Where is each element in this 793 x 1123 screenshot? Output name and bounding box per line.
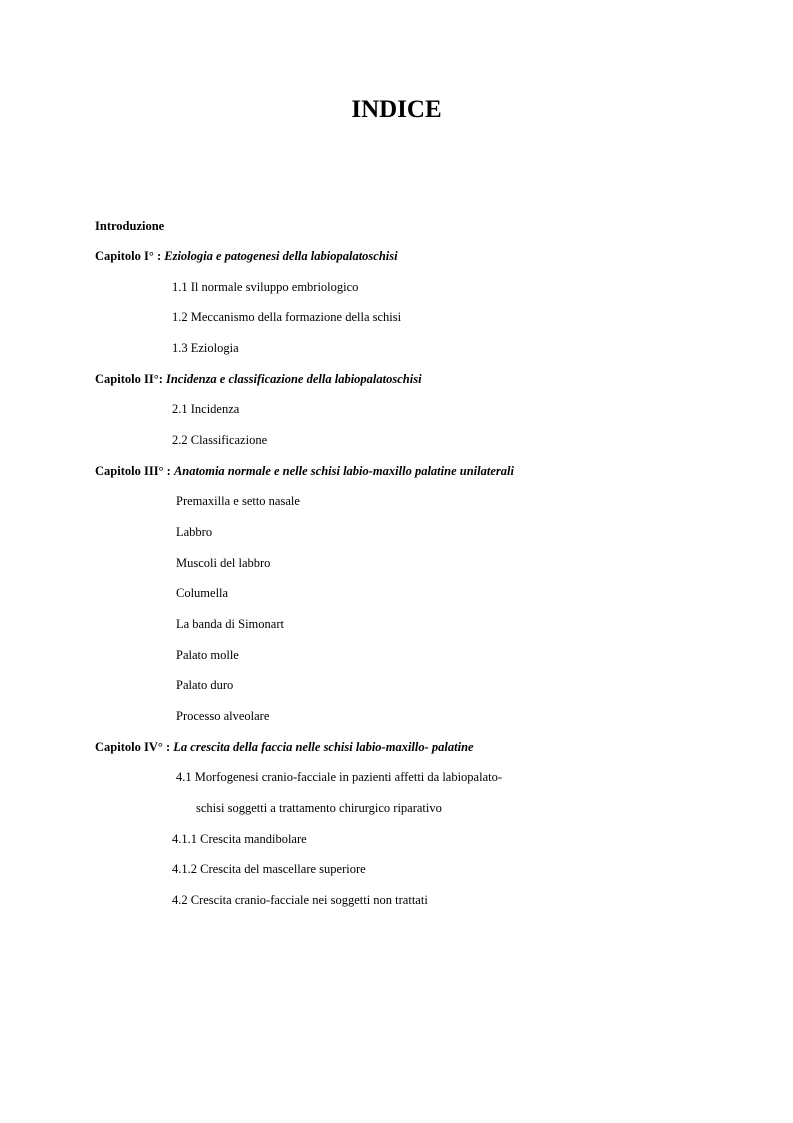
chapter-3-item-5: La banda di Simonart bbox=[176, 617, 284, 631]
chapter-4-label: Capitolo IV° : bbox=[95, 740, 174, 754]
chapter-4-item-3: 4.1.2 Crescita del mascellare superiore bbox=[172, 862, 366, 876]
page-title: INDICE bbox=[351, 96, 442, 123]
chapter-2-item-2: 2.2 Classificazione bbox=[172, 433, 268, 447]
chapter-4-item-4: 4.2 Crescita cranio-facciale nei soggetti non trattati bbox=[172, 893, 428, 907]
chapter-1-heading bbox=[95, 248, 398, 264]
chapter-3-title: Anatomia normale e nelle schisi labio-maxillo palatine unilaterali bbox=[173, 464, 514, 478]
chapter-3-item-2: Labbro bbox=[176, 525, 213, 539]
chapter-3-item-4: Columella bbox=[176, 586, 229, 600]
chapter-2-title: Incidenza e classificazione della labiopalatoschisi bbox=[165, 372, 422, 386]
chapter-3-item-1: Premaxilla e setto nasale bbox=[176, 494, 300, 508]
chapter-1-item-1: 1.1 Il normale sviluppo embriologico bbox=[172, 280, 359, 294]
chapter-4-item-2: 4.1.1 Crescita mandibolare bbox=[172, 832, 307, 846]
chapter-3-item-6: Palato molle bbox=[176, 648, 239, 662]
chapter-1-item-2: 1.2 Meccanismo della formazione della schisi bbox=[172, 310, 402, 324]
chapter-3-heading bbox=[95, 463, 514, 479]
chapter-1-item-3: 1.3 Eziologia bbox=[172, 341, 239, 355]
chapter-1-label: Capitolo I° : bbox=[95, 249, 165, 263]
chapter-1-title: Eziologia e patogenesi della labiopalatoschisi bbox=[164, 249, 398, 263]
chapter-4-title: La crescita della faccia nelle schisi labio-maxillo- palatine bbox=[173, 740, 474, 754]
chapter-3-item-7: Palato duro bbox=[176, 678, 234, 692]
chapter-2-item-1: 2.1 Incidenza bbox=[172, 402, 240, 416]
introduction-entry: Introduzione bbox=[95, 219, 165, 233]
chapter-3-item-3: Muscoli del labbro bbox=[176, 556, 271, 570]
chapter-2-heading bbox=[95, 371, 422, 387]
chapter-3-item-8: Processo alveolare bbox=[176, 709, 270, 723]
chapter-3-label: Capitolo III° : bbox=[95, 464, 174, 478]
chapter-4-item-1: 4.1 Morfogenesi cranio-facciale in pazienti affetti da labiopalato- bbox=[176, 770, 503, 784]
chapter-4-item-1-continued: schisi soggetti a trattamento chirurgico riparativo bbox=[196, 801, 442, 815]
chapter-4-heading bbox=[95, 739, 474, 755]
chapter-2-label: Capitolo II°: bbox=[95, 372, 166, 386]
